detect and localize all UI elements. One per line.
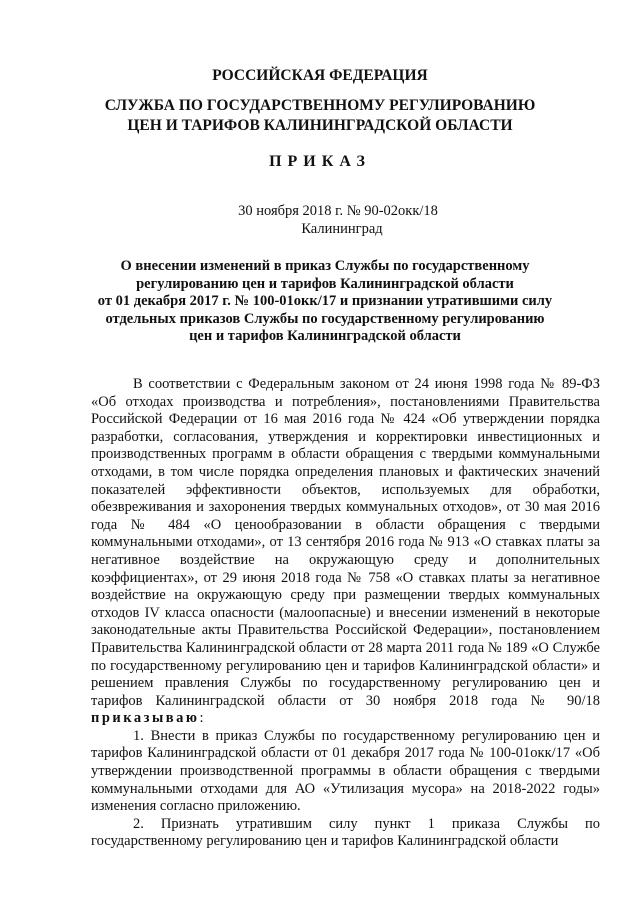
subject-line: отдельных приказов Службы по государственному регулированию: [105, 310, 545, 327]
order-heading: ПРИКАЗ: [269, 153, 371, 170]
preamble-text: В соответствии с Федеральным законом от 24 июня 1998 года № 89-ФЗ «Об отходах производства и потребления», постановлениями Правительства Российской Федерации от 16 мая 2016 года № 424 «Об утверждении порядка разработки, согласования, утверждения и корректировки инвестиционных и производственных программ в области обращения с твердыми коммунальными отходами, в том числе порядка определения плановых и фактических значений показателей эффективности объектов, используемых для обработки, обезвреживания и захоронения твердых коммунальных отходов», от 30 мая 2016 года № 484 «О ценообразовании в области обращения с твердыми коммунальными отходами», от 13 сентября 2016 года № 913 «О ставках платы за негативное воздействие на окружающую среду и дополнительных коэффициентах», от 29 июня 2018 года № 758 «О ставках платы за негативное воздействие на окружающую среду при размещении твердых коммунальных отходов IV класса опасности (малоопасные) и внесении изменений в некоторые законодательные акты Правительства Российской Федерации», постановлением Правительства Калининградской области от 28 марта 2011 года № 189 «О Службе по государственному регулированию цен и тарифов Калининградской области» и решением правления Службы по государственному регулированию цен и тарифов Калининградской области от 30 ноября 2018 года № 90/18: [91, 376, 600, 709]
subject-line: О внесении изменений в приказ Службы по государственному: [120, 258, 530, 274]
service-heading-line: СЛУЖБА ПО ГОСУДАРСТВЕННОМУ РЕГУЛИРОВАНИЮ: [104, 97, 536, 114]
order-date-number: 30 ноября 2018 г. № 90-02окк/18: [238, 203, 438, 219]
item-2-paragraph: 2. Признать утратившим силу пункт 1 приказа Службы по государственному регулированию цен и тарифов Калининградской области: [91, 815, 600, 850]
service-heading-line: ЦЕН И ТАРИФОВ КАЛИНИНГРАДСКОЙ ОБЛАСТИ: [127, 117, 513, 134]
order-verb: приказываю: [91, 710, 200, 727]
order-subject: [60, 258, 590, 346]
service-heading: [0, 96, 640, 136]
order-body: [91, 376, 600, 851]
subject-line: от 01 декабря 2017 г. № 100-01окк/17 и признании утратившими силу: [97, 293, 553, 310]
country-heading: РОССИЙСКАЯ ФЕДЕРАЦИЯ: [212, 67, 428, 84]
subject-line: цен и тарифов Калининградской области: [189, 328, 461, 345]
subject-line: регулированию цен и тарифов Калининградской области: [136, 275, 514, 292]
order-city: Калининград: [301, 221, 383, 237]
preamble-paragraph: В соответствии с Федеральным законом от 24 июня 1998 года № 89-ФЗ «Об отходах производства и потребления», постановлениями Правительства Российской Федерации от 16 мая 2016 года № 424 «Об утверждении порядка разработки, согласования, утверждения и корректировки инвестиционных и производственных программ в области обращения с твердыми коммунальными отходами, в том числе порядка определения плановых и фактических значений показателей эффективности объектов, используемых для обработки, обезвреживания и захоронения твердых коммунальных отходов», от 30 мая 2016 года № 484 «О ценообразовании в области обращения с твердыми коммунальными отходами», от 13 сентября 2016 года № 913 «О ставках платы за негативное воздействие на окружающую среду и дополнительных коэффициентах», от 29 июня 2018 года № 758 «О ставках платы за негативное воздействие на окружающую среду при размещении твердых коммунальных отходов IV класса опасности (малоопасные) и внесении изменений в некоторые законодательные акты Правительства Российской Федерации», постановлением Правительства Калининградской области от 28 марта 2011 года № 189 «О Службе по государственному регулированию цен и тарифов Калининградской области» и решением правления Службы по государственному регулированию цен и тарифов Калининградской области от 30 ноября 2018 года № 90/18 приказываю:: [91, 376, 600, 727]
item-1-paragraph: 1. Внести в приказ Службы по государственному регулированию цен и тарифов Калининградской области от 01 декабря 2017 года № 100-01окк/17 «Об утверждении производственной программы в области обращения с твердыми коммунальными отходами для АО «Утилизация мусора» на 2018-2022 годы» изменения согласно приложению.: [91, 727, 600, 815]
